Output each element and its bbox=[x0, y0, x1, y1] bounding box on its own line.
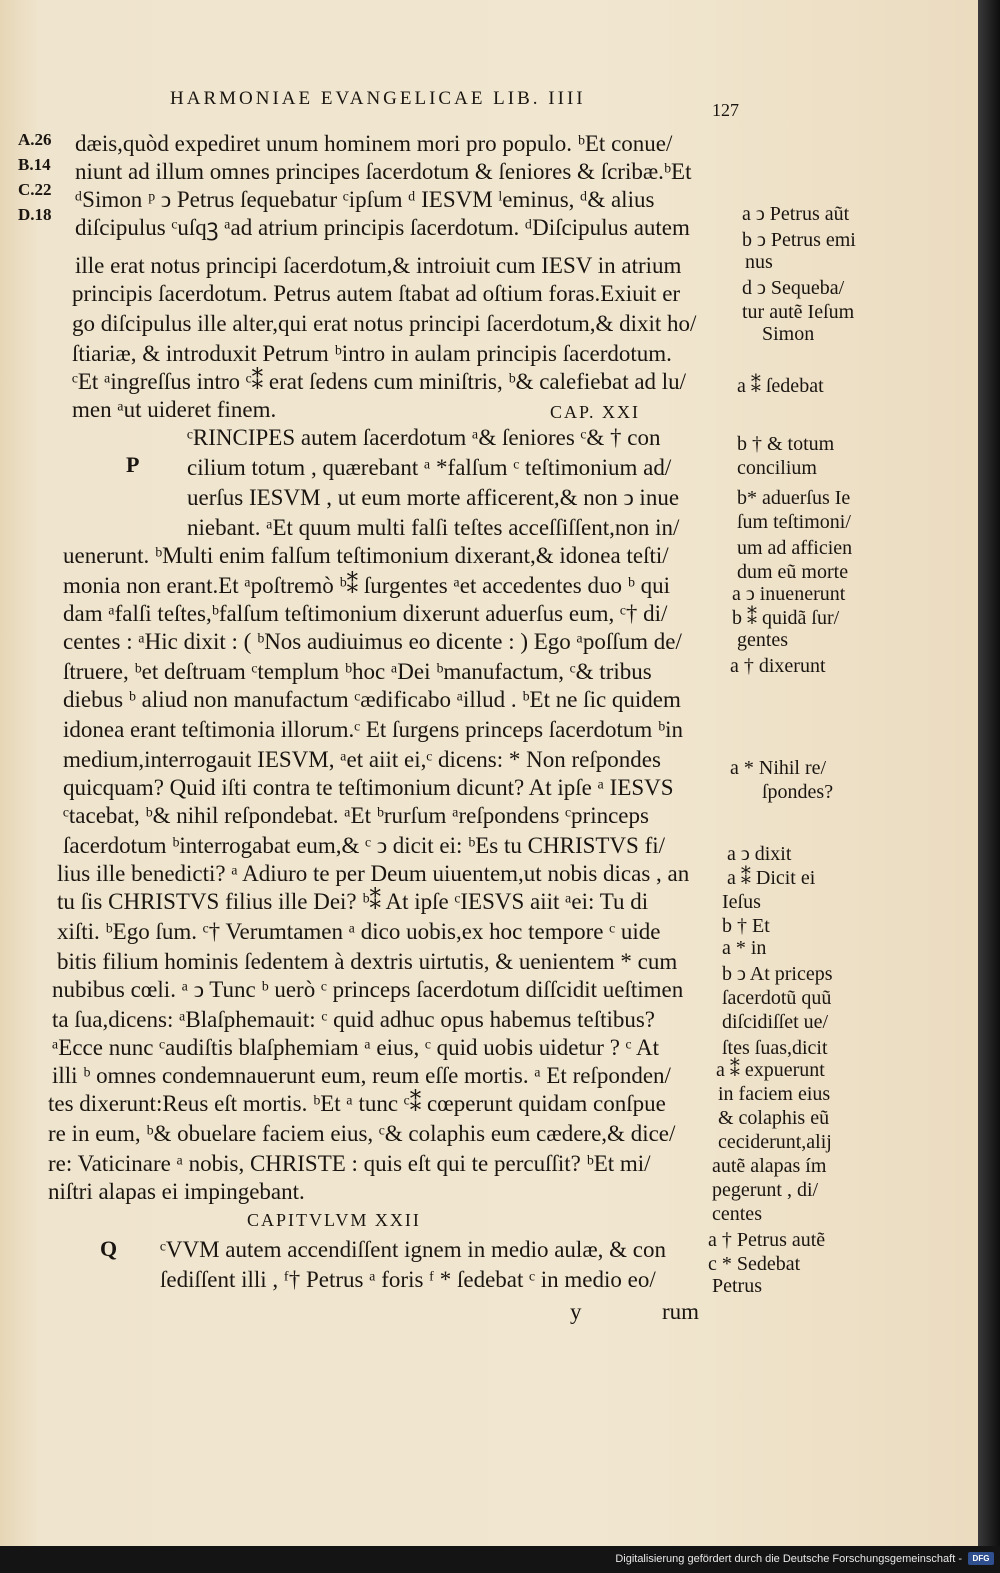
text-line: ſtiariæ, & introduxit Petrum ᵇintro in aulam principis ſacerdotum. bbox=[72, 341, 672, 366]
margin-note: ſtes ſuas,dicit bbox=[722, 1037, 828, 1059]
text-line: illi ᵇ omnes condemnauerunt eum, reum eſſe mortis. ᵃ Et reſponden/ bbox=[52, 1063, 671, 1088]
margin-note: a † dixerunt bbox=[730, 655, 826, 677]
margin-note: Ieſus bbox=[722, 891, 761, 913]
margin-ref: A.26 bbox=[18, 130, 52, 149]
margin-note: a ↄ dixit bbox=[727, 843, 792, 865]
text-line: diebus ᵇ aliud non manufactum ᶜædificabo ᵃillud . ᵇEt ne ſic quidem bbox=[63, 687, 681, 712]
margin-note: gentes bbox=[737, 629, 789, 651]
signature-mark: y bbox=[570, 1299, 582, 1324]
running-header: HARMONIAE EVANGELICAE LIB. IIII bbox=[170, 88, 586, 109]
text-line: ᵈSimon ᵖ ↄ Petrus ſequebatur ᶜipſum ᵈ IESVM ˡeminus, ᵈ& alius bbox=[75, 187, 655, 212]
catchword: rum bbox=[662, 1299, 700, 1324]
chapter-heading: CAPITVLVM XXII bbox=[247, 1210, 421, 1230]
margin-note: & colaphis eũ bbox=[718, 1107, 830, 1129]
margin-note: pegerunt , di/ bbox=[712, 1179, 819, 1201]
text-line: niſtri alapas ei impingebant. bbox=[48, 1179, 305, 1204]
margin-note: a ↄ Petrus aũt bbox=[742, 203, 850, 225]
margin-note: ſpondes? bbox=[762, 781, 834, 803]
margin-note: a † Petrus autẽ bbox=[708, 1229, 826, 1251]
margin-note: b ⁑ quidã ſur/ bbox=[732, 607, 840, 629]
text-line: ſtruere, ᵇet deſtruam ᶜtemplum ᵇhoc ᵃDei ᵇmanufactum, ᶜ& tribus bbox=[63, 659, 652, 684]
margin-note: diſcidiſſet ue/ bbox=[722, 1011, 829, 1033]
footer-credit: Digitalisierung gefördert durch die Deutsche Forschungsgemeinschaft - bbox=[615, 1553, 962, 1565]
margin-ref: C.22 bbox=[18, 180, 52, 199]
text-line: cilium totum , quærebant ᵃ *falſum ᶜ teſtimonium ad/ bbox=[187, 455, 672, 480]
text-line: diſcipulus ᶜuſqꝫ ᵃad atrium principis ſacerdotum. ᵈDiſcipulus autem bbox=[75, 215, 690, 240]
footer-bar bbox=[0, 1546, 1000, 1573]
margin-note: b † & totum bbox=[737, 433, 835, 455]
text-line: ille erat notus principi ſacerdotum,& introiuit cum IESV in atrium bbox=[75, 253, 682, 278]
text-line: re: Vaticinare ᵃ nobis, CHRISTE : quis eſt qui te percuſſit? ᵇEt mi/ bbox=[48, 1151, 651, 1176]
margin-note: autẽ alapas ím bbox=[712, 1155, 827, 1177]
text-line: tes dixerunt:Reus eſt mortis. ᵇEt ᵃ tunc ᶜ⁑ cœperunt quidam conſpue bbox=[48, 1091, 666, 1116]
page-number: 127 bbox=[712, 100, 739, 120]
text-line: ᶜVVM autem accendiſſent ignem in medio aulæ, & con bbox=[160, 1237, 667, 1262]
text-line: ᶜRINCIPES autem ſacerdotum ᵃ& ſeniores ᶜ& † con bbox=[187, 425, 661, 450]
margin-note: a ⁑ ſedebat bbox=[737, 375, 824, 397]
margin-note: in faciem eius bbox=[718, 1083, 831, 1105]
text-line: ta ſua,dicens: ᵃBlaſphemauit: ᶜ quid adhuc opus habemus teſtibus? bbox=[52, 1007, 656, 1032]
text-line: ſacerdotum ᵇinterrogabat eum,& ᶜ ↄ dicit ei: ᵇEs tu CHRISTVS fi/ bbox=[63, 833, 666, 858]
text-line: niunt ad illum omnes principes ſacerdotum & ſeniores & ſcribæ.ᵇEt bbox=[75, 159, 692, 184]
dfg-logo: DFG bbox=[968, 1552, 994, 1565]
margin-note: b ↄ Petrus emi bbox=[742, 229, 856, 251]
text-line: re in eum, ᵇ& obuelare faciem eius, ᶜ& colaphis eum cædere,& dice/ bbox=[48, 1121, 676, 1146]
text-line: dæis,quòd expediret unum hominem mori pro populo. ᵇEt conue/ bbox=[75, 131, 673, 156]
text-line: tu ſis CHRISTVS filius ille Dei? ᵇ⁑ At ipſe ᶜIESVS aiit ᵃei: Tu di bbox=[57, 889, 649, 914]
margin-note: a ↄ inuenerunt bbox=[732, 583, 846, 605]
text-line: principis ſacerdotum. Petrus autem ſtabat ad oſtium foras.Exiuit er bbox=[72, 281, 681, 306]
margin-note: ceciderunt,alij bbox=[718, 1131, 832, 1153]
margin-ref: D.18 bbox=[18, 205, 52, 224]
text-line: niebant. ᵃEt quum multi falſi teſtes acceſſiſſent,non in/ bbox=[187, 515, 680, 540]
text-line: dam ᵃfalſi teſtes,ᵇfalſum teſtimonium dixerunt aduerſus eum, ᶜ† di/ bbox=[63, 601, 668, 626]
text-line: quicquam? Quid iſti contra te teſtimonium dicunt? At ipſe ᵃ IESVS bbox=[63, 775, 674, 800]
text-line: lius ille benedicti? ᵃ Adiuro te per Deum uiuentem,ut nobis dicas , an bbox=[57, 861, 690, 886]
chapter-heading: CAP. XXI bbox=[550, 402, 641, 422]
page-edge bbox=[978, 0, 1000, 1546]
margin-note: b † Et bbox=[722, 915, 770, 937]
margin-note: um ad afficien bbox=[737, 537, 853, 559]
margin-note: a * in bbox=[722, 937, 767, 959]
text-line: uenerunt. ᵇMulti enim falſum teſtimonium dixerant,& idonea teſti/ bbox=[63, 543, 669, 568]
text-line: nubibus cœli. ᵃ ↄ Tunc ᵇ uerò ᶜ princeps ſacerdotum diſſcidit ueſtimen bbox=[52, 977, 684, 1002]
text-line: uerſus IESVM , ut eum morte afficerent,& non ↄ inue bbox=[187, 485, 680, 510]
margin-note: ſacerdotũ quũ bbox=[722, 987, 832, 1009]
text-line: centes : ᵃHic dixit : ( ᵇNos audiuimus eo dicente : ) Ego ᵃpoſſum de/ bbox=[63, 629, 682, 654]
margin-note: concilium bbox=[737, 457, 817, 479]
text-line: ᶜtacebat, ᵇ& nihil reſpondebat. ᵃEt ᵇrurſum ᵃreſpondens ᶜprinceps bbox=[63, 803, 649, 828]
margin-note: a ⁑ expuerunt bbox=[716, 1059, 825, 1081]
margin-ref: B.14 bbox=[18, 155, 51, 174]
initial-letter: P bbox=[126, 452, 140, 477]
text-line: xiſti. ᵇEgo ſum. ᶜ† Verumtamen ᵃ dico uobis,ex hoc tempore ᶜ uide bbox=[57, 919, 661, 944]
text-line: bitis filium hominis ſedentem à dextris uirtutis, & uenientem * cum bbox=[57, 949, 678, 974]
margin-note: Simon bbox=[762, 323, 815, 345]
text-line: ᶜEt ᵃingreſſus intro ᶜ⁑ erat ſedens cum miniſtris, ᵇ& calefiebat ad lu/ bbox=[72, 369, 687, 394]
text-line: ſediſſent illi , ᶠ† Petrus ᵃ foris ᶠ * ſedebat ᶜ in medio eo/ bbox=[160, 1267, 656, 1292]
margin-note: a ⁑ Dicit ei bbox=[727, 867, 816, 889]
margin-note: dum eũ morte bbox=[737, 561, 849, 583]
text-line: medium,interrogauit IESVM, ᵃet aiit ei,ᶜ dicens: * Non reſpondes bbox=[63, 747, 661, 772]
text-line: monia non erant.Et ᵃpoſtremò ᵇ⁑ ſurgentes ᵃet accedentes duo ᵇ qui bbox=[63, 573, 670, 598]
text-line: men ᵃut uideret finem. bbox=[72, 397, 277, 422]
margin-note: c * Sedebat bbox=[708, 1253, 801, 1275]
initial-letter: Q bbox=[100, 1236, 118, 1261]
margin-note: b* aduerſus Ie bbox=[737, 487, 851, 509]
margin-note: a * Nihil re/ bbox=[730, 757, 827, 779]
margin-note: d ↄ Sequeba/ bbox=[742, 277, 845, 299]
margin-note: tur autẽ Ieſum bbox=[742, 301, 855, 323]
text-line: go diſcipulus ille alter,qui erat notus principi ſacerdotum,& dixit ho/ bbox=[72, 311, 697, 336]
margin-note: centes bbox=[712, 1203, 762, 1225]
text-line: idonea erant teſtimonia illorum.ᶜ Et ſurgens princeps ſacerdotum ᵇin bbox=[63, 717, 684, 742]
margin-note: b ↄ At priceps bbox=[722, 963, 833, 985]
margin-note: ſum teſtimoni/ bbox=[737, 511, 851, 533]
margin-note: Petrus bbox=[712, 1275, 762, 1297]
text-line: ᵃEcce nunc ᶜaudiſtis blaſphemiam ᵃ eius, ᶜ quid uobis uidetur ? ᶜ At bbox=[52, 1035, 660, 1060]
margin-note: nus bbox=[745, 251, 773, 273]
